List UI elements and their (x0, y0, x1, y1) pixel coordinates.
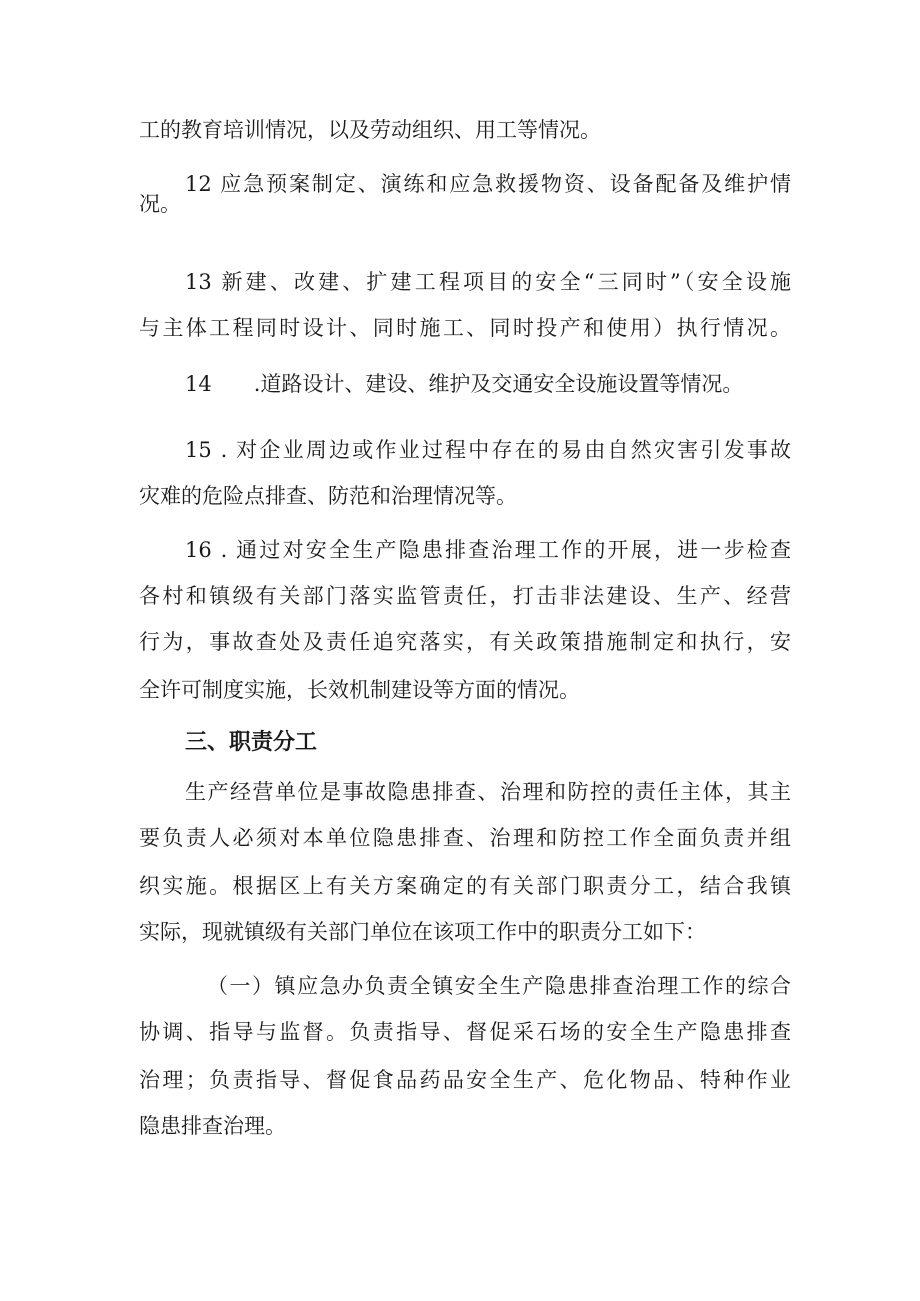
para-line: 要负责人必须对本单位隐患排查、治理和防控工作全面负责并组 (139, 826, 791, 850)
para-line: 15 . 对企业周边或作业过程中存在的易由自然灾害引发事故 (185, 438, 791, 462)
para-line: 生产经营单位是事故隐患排查、治理和防控的责任主体，其主 (185, 780, 791, 804)
para-line: 13 新建、改建、扩建工程项目的安全“三同时”（安全设施 (185, 270, 791, 294)
para-line: 14 .道路设计、建设、维护及交通安全设施设置等情况。 (185, 372, 744, 396)
para-line: 全许可制度实施，长效机制建设等方面的情况。 (139, 678, 580, 702)
section-heading: 三、职责分工 (185, 730, 318, 755)
para-line: 隐患排查治理。 (139, 1114, 286, 1138)
para-line: 16 . 通过对安全生产隐患排查治理工作的开展，进一步检查 (185, 538, 791, 562)
para-line: 工的教育培训情况，以及劳动组织、用工等情况。 (139, 118, 601, 142)
para-line: 灾难的危险点排查、防范和治理情况等。 (139, 484, 517, 508)
para-line: 治理；负责指导、督促食品药品安全生产、危化物品、特种作业 (139, 1068, 791, 1092)
para-line: 协调、指导与监督。负责指导、督促采石场的安全生产隐患排查 (139, 1020, 791, 1044)
para-line: 各村和镇级有关部门落实监管责任，打击非法建设、生产、经营 (139, 584, 791, 608)
para-line: 12 应急预案制定、演练和应急救援物资、设备配备及维护情 (185, 172, 791, 196)
para-line: （一）镇应急办负责全镇安全生产隐患排查治理工作的综合 (207, 974, 791, 998)
para-line: 织实施。根据区上有关方案确定的有关部门职责分工，结合我镇 (139, 874, 791, 898)
para-line: 实际，现就镇级有关部门单位在该项工作中的职责分工如下： (139, 920, 706, 944)
para-line: 与主体工程同时设计、同时施工、同时投产和使用）执行情况。 (139, 316, 791, 340)
para-line: 况。 (139, 192, 181, 216)
para-line: 行为，事故查处及责任追究落实，有关政策措施制定和执行，安 (139, 630, 791, 654)
